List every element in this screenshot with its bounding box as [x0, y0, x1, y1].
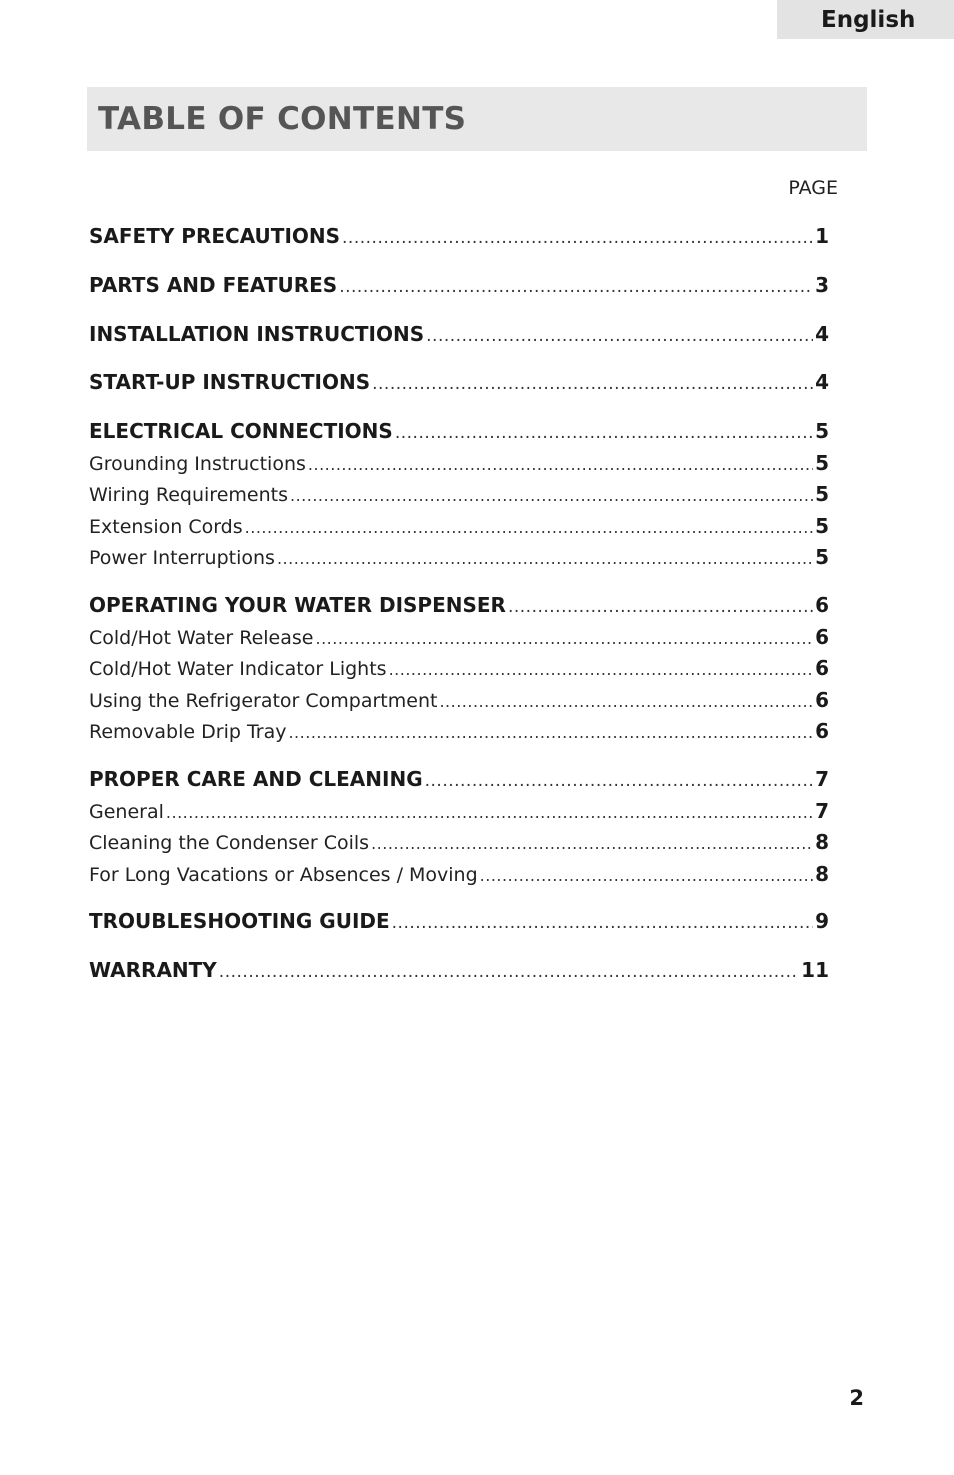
- dot-leader: [245, 518, 813, 537]
- toc-entry-page: 5: [815, 451, 829, 475]
- toc-entry-using-the-refrigerator-compartment[interactable]: [89, 688, 829, 714]
- dot-leader: [425, 771, 813, 791]
- toc-entry-label: Grounding Instructions: [89, 453, 306, 475]
- dot-leader: [439, 692, 813, 711]
- toc-entry-label: Cold/Hot Water Indicator Lights: [89, 658, 387, 680]
- page-number: 2: [849, 1386, 864, 1410]
- dot-leader: [308, 455, 813, 474]
- toc-entry-cleaning-the-condenser-coils[interactable]: [89, 830, 829, 856]
- language-tab: English: [777, 0, 954, 39]
- toc-entry-page: 8: [815, 830, 829, 854]
- toc-entry-safety-precautions[interactable]: [89, 224, 829, 250]
- toc-entry-label: Removable Drip Tray: [89, 721, 287, 743]
- toc-entry-page: 8: [815, 862, 829, 886]
- toc-entry-page: 7: [815, 767, 829, 791]
- page-title: TABLE OF CONTENTS: [98, 101, 467, 137]
- dot-leader: [426, 326, 813, 346]
- toc-entry-label: Power Interruptions: [89, 547, 275, 569]
- dot-leader: [508, 597, 813, 617]
- toc-entry-installation-instructions[interactable]: [89, 322, 829, 348]
- dot-leader: [339, 277, 813, 297]
- dot-leader: [166, 803, 813, 822]
- dot-leader: [342, 228, 813, 248]
- page-column-header: PAGE: [788, 177, 838, 199]
- dot-leader: [392, 913, 813, 933]
- toc-entry-page: 5: [815, 482, 829, 506]
- toc-entry-label: For Long Vacations or Absences / Moving: [89, 864, 478, 886]
- toc-entry-label: START-UP INSTRUCTIONS: [89, 370, 371, 394]
- dot-leader: [219, 962, 799, 982]
- toc-entry-page: 1: [815, 224, 829, 248]
- toc-entry-label: PARTS AND FEATURES: [89, 273, 338, 297]
- toc-entry-warranty[interactable]: [89, 958, 829, 984]
- toc-entry-label: SAFETY PRECAUTIONS: [89, 224, 341, 248]
- toc-entry-page: 4: [815, 370, 829, 394]
- toc-entry-page: 11: [801, 958, 829, 982]
- toc-entry-electrical-connections[interactable]: [89, 419, 829, 445]
- toc-entry-parts-and-features[interactable]: [89, 273, 829, 299]
- dot-leader: [389, 660, 814, 679]
- toc-entry-page: 4: [815, 322, 829, 346]
- toc-entry-removable-drip-tray[interactable]: [89, 719, 829, 745]
- toc-entry-page: 6: [815, 656, 829, 680]
- dot-leader: [480, 866, 813, 885]
- dot-leader: [395, 423, 813, 443]
- toc-entry-label: INSTALLATION INSTRUCTIONS: [89, 322, 425, 346]
- toc-entry-page: 5: [815, 419, 829, 443]
- dot-leader: [288, 723, 813, 742]
- toc-entry-cold-hot-water-release[interactable]: [89, 625, 829, 651]
- toc-entry-label: WARRANTY: [89, 958, 217, 982]
- toc-entry-power-interruptions[interactable]: [89, 545, 829, 571]
- toc-entry-label: PROPER CARE AND CLEANING: [89, 767, 423, 791]
- toc-entry-label: Using the Refrigerator Compartment: [89, 690, 438, 712]
- toc-entry-page: 6: [815, 688, 829, 712]
- toc-entry-general[interactable]: [89, 799, 829, 825]
- toc-entry-page: 5: [815, 514, 829, 538]
- toc-entry-label: TROUBLESHOOTING GUIDE: [89, 909, 390, 933]
- toc-entry-label: Cold/Hot Water Release: [89, 627, 314, 649]
- toc-entry-page: 9: [815, 909, 829, 933]
- toc-entry-label: OPERATING YOUR WATER DISPENSER: [89, 593, 506, 617]
- toc-entry-cold-hot-water-indicator-lights[interactable]: [89, 656, 829, 682]
- toc-entry-extension-cords[interactable]: [89, 514, 829, 540]
- toc-entry-label: Extension Cords: [89, 516, 243, 538]
- toc-entry-wiring-requirements[interactable]: [89, 482, 829, 508]
- dot-leader: [315, 629, 813, 648]
- toc-entry-start-up-instructions[interactable]: [89, 370, 829, 396]
- toc-entry-label: ELECTRICAL CONNECTIONS: [89, 419, 393, 443]
- toc-entry-long-vacations-or-moving[interactable]: [89, 862, 829, 888]
- toc-entry-grounding-instructions[interactable]: [89, 451, 829, 477]
- toc-entry-page: 6: [815, 625, 829, 649]
- toc-entry-page: 7: [815, 799, 829, 823]
- toc-entry-operating-your-water-dispenser[interactable]: [89, 593, 829, 619]
- dot-leader: [290, 486, 813, 505]
- dot-leader: [277, 549, 813, 568]
- toc-entry-label: General: [89, 801, 164, 823]
- toc-entry-page: 6: [815, 719, 829, 743]
- toc-entry-troubleshooting-guide[interactable]: [89, 909, 829, 935]
- toc-entry-page: 6: [815, 593, 829, 617]
- toc-entry-page: 5: [815, 545, 829, 569]
- toc-entry-proper-care-and-cleaning[interactable]: [89, 767, 829, 793]
- toc-entry-page: 3: [815, 273, 829, 297]
- dot-leader: [371, 834, 813, 853]
- title-bar: [87, 87, 867, 151]
- dot-leader: [372, 374, 813, 394]
- toc-entry-label: Cleaning the Condenser Coils: [89, 832, 370, 854]
- toc-entry-label: Wiring Requirements: [89, 484, 288, 506]
